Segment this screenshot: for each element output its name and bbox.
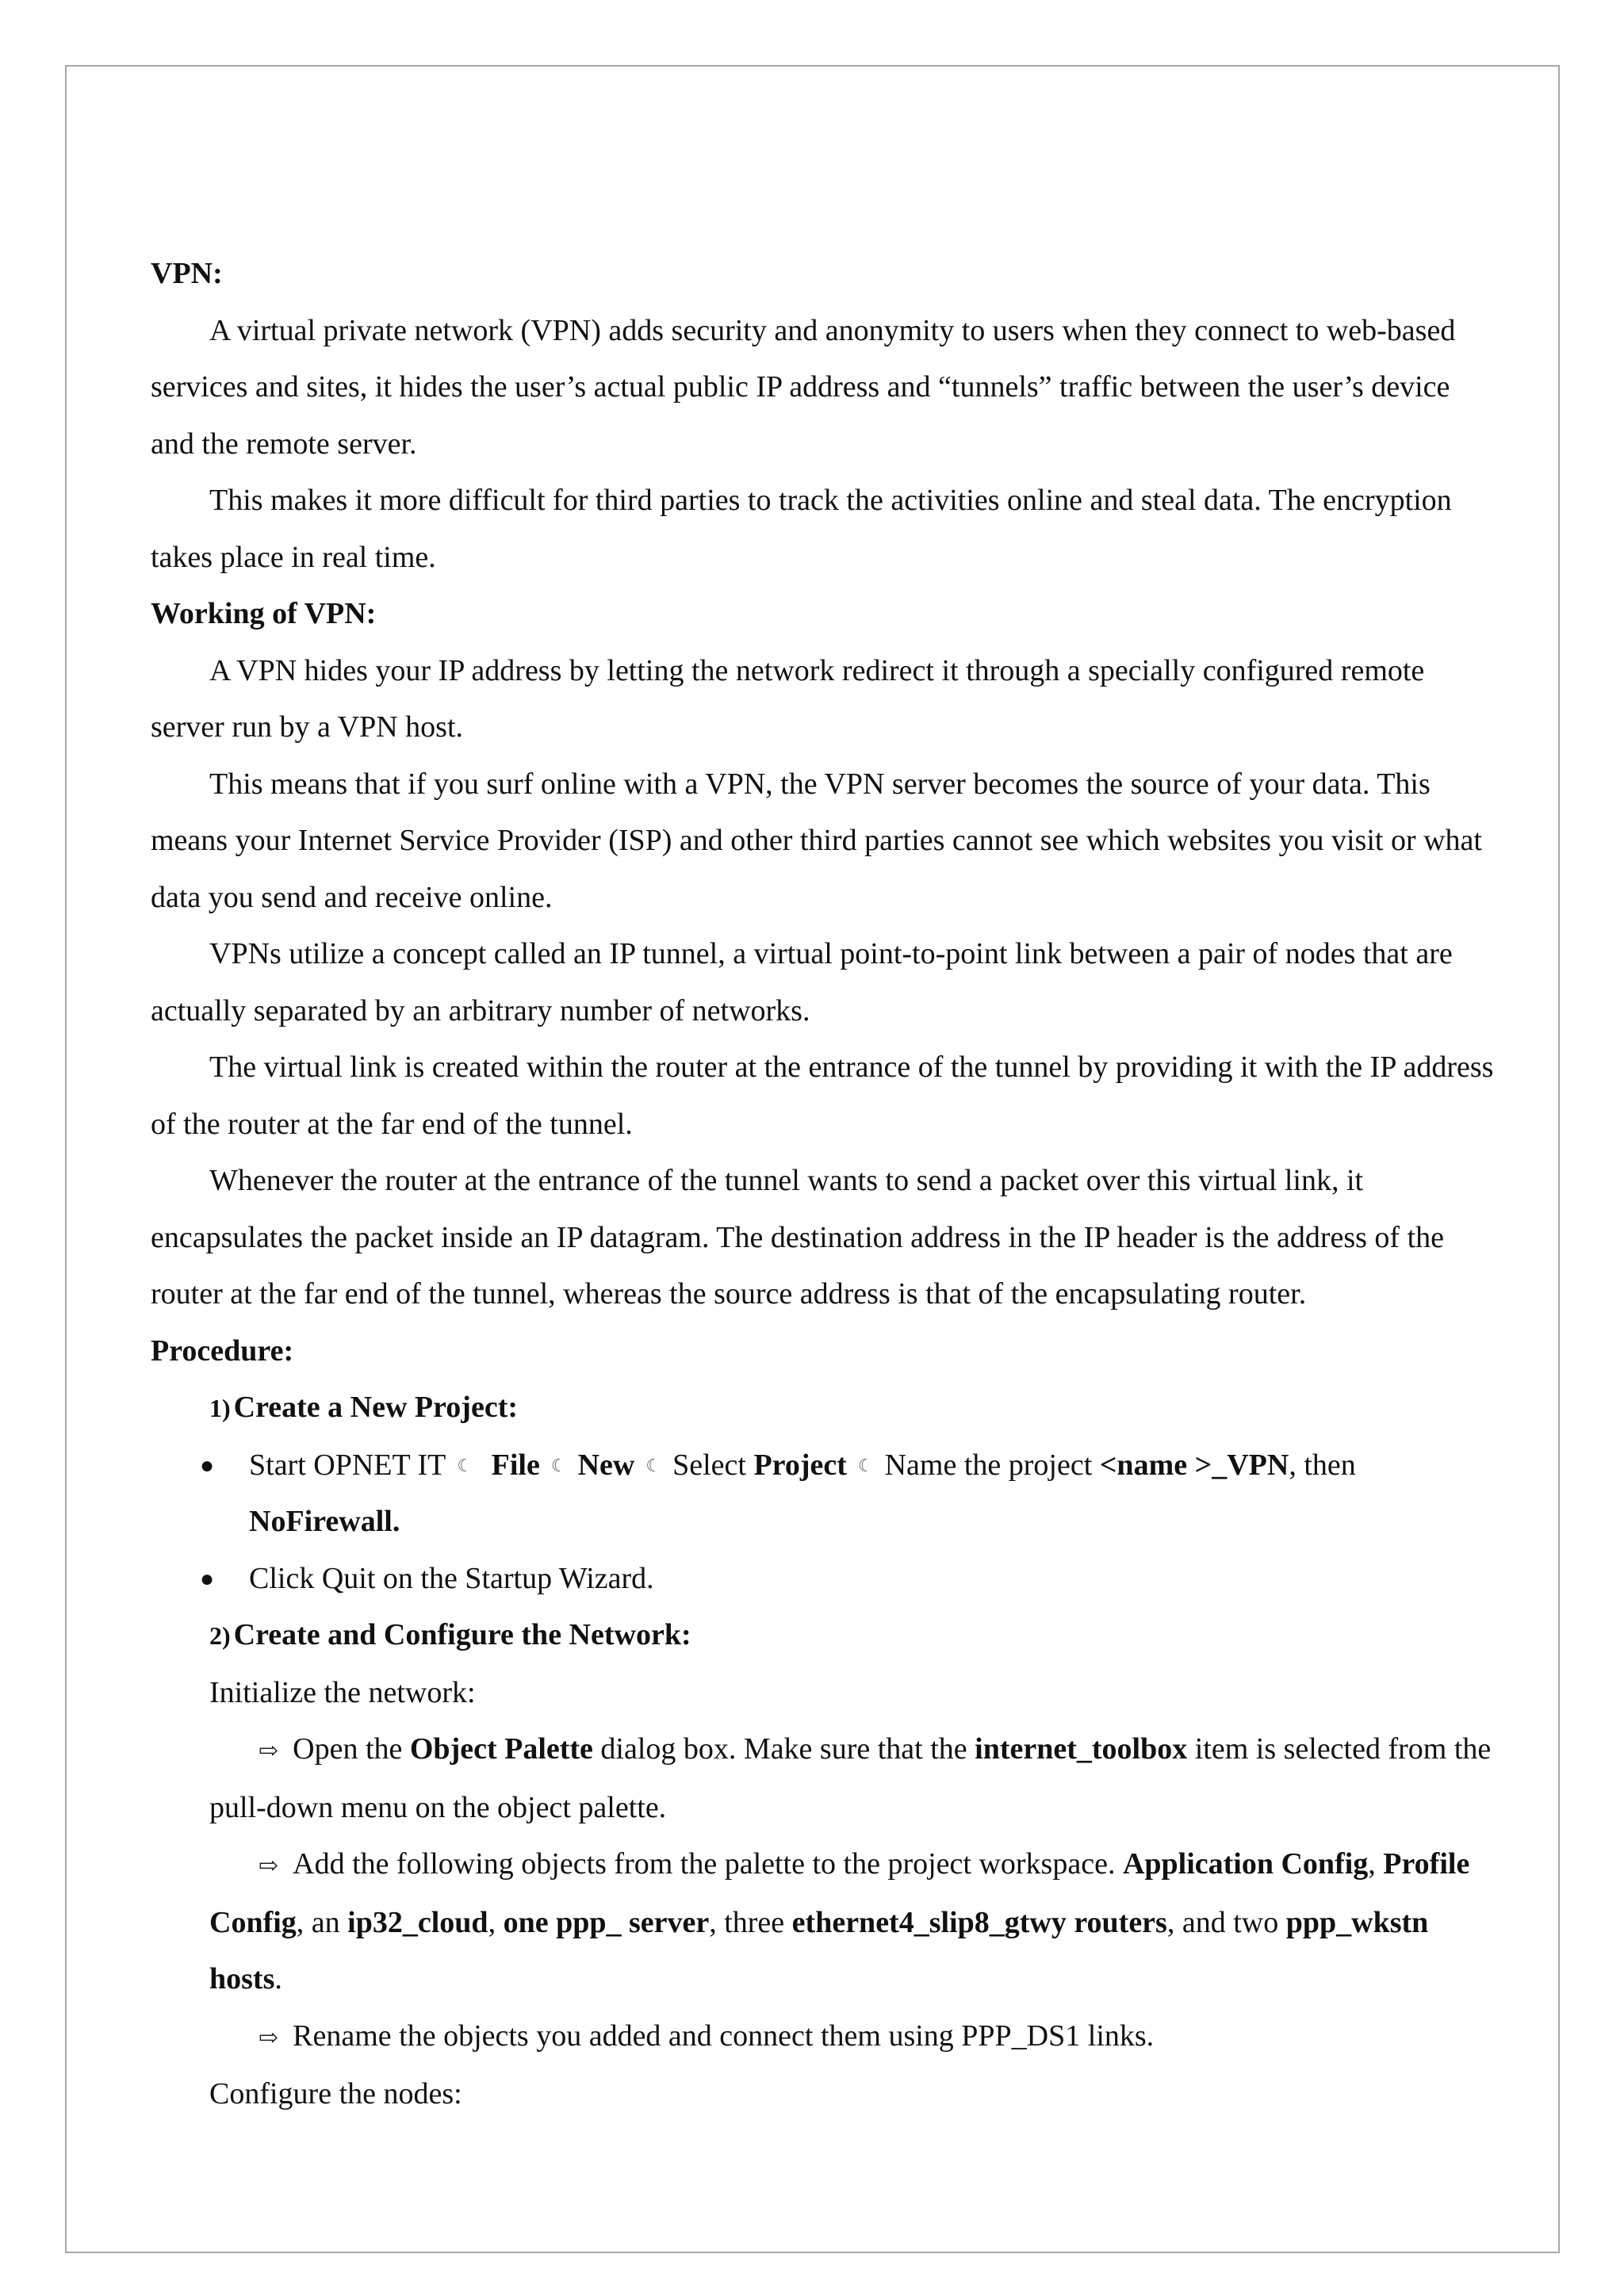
bullet-text: , then [1289, 1448, 1356, 1482]
scenario-name: NoFirewall. [249, 1505, 400, 1538]
document-body [151, 246, 1499, 2123]
heading-procedure: Procedure: [151, 1334, 294, 1368]
step-2-number: 2) [209, 1621, 231, 1650]
bullet-text: Start OPNET IT [249, 1448, 446, 1482]
object-palette-term: Object Palette [409, 1732, 593, 1766]
vpn-paragraph-1: A virtual private network (VPN) adds security and anonymity to users when they connect to web-based services and sites, it hides the user’s actual public IP address and “tunnels” traffic between the user’s device and the remote server. [151, 313, 1456, 461]
working-paragraph-5: Whenever the router at the entrance of the tunnel wants to send a packet over this virtual link, it encapsulates the packet inside an IP datagram. The destination address in the IP header is the address of the router at the far end of the tunnel, whereas the source address is that of the encapsulating router. [151, 1164, 1445, 1311]
menu-file: File [491, 1448, 540, 1482]
working-paragraph-3: VPNs utilize a concept called an IP tunnel, a virtual point-to-point link between a pair of nodes that are actually separated by an arbitrary number of networks. [151, 937, 1453, 1027]
step-2-item-3: ⇨ Rename the objects you added and connect them using PPP_DS1 links. [259, 2019, 1155, 2053]
heading-vpn: VPN: [151, 257, 223, 290]
step-1-title: Create a New Project: [233, 1391, 519, 1424]
bullet-dot-icon: ● [200, 1565, 215, 1592]
step-2-item-2: ⇨ Add the following objects from the palette to the project workspace. Application Config, Profile Config, an ip32_cloud, one ppp_ server, three ethernet4_slip8_gtwy routers, and two ppp_wkstn hosts. [209, 1847, 1470, 1996]
arrow-right-icon: ⇨ [259, 1853, 279, 1879]
bullet-text: Click Quit on the Startup Wizard. [249, 1561, 654, 1595]
arrow-right-icon: ⇨ [259, 2024, 279, 2051]
internet-toolbox-term: internet_toolbox [975, 1732, 1188, 1766]
bullet-text: Select [672, 1448, 746, 1482]
initialize-network-label: Initialize the network: [209, 1675, 476, 1709]
separator-icon: ☾ [457, 1455, 473, 1475]
menu-new: New [577, 1448, 635, 1482]
bullet-dot-icon: ● [200, 1452, 215, 1479]
working-paragraph-2: This means that if you surf online with a VPN, the VPN server becomes the source of your data. This means your Internet Service Provider (ISP) and other third parties cannot see which websites you visit or what data you send and receive online. [151, 767, 1482, 914]
step-1-number: 1) [209, 1394, 231, 1422]
separator-icon: ☾ [550, 1455, 567, 1475]
step-2-title: Create and Configure the Network: [233, 1618, 691, 1651]
heading-working-of-vpn: Working of VPN: [151, 597, 377, 630]
working-paragraph-1: A VPN hides your IP address by letting the network redirect it through a specially configured remote server run by a VPN host. [151, 653, 1425, 744]
configure-nodes-label: Configure the nodes: [209, 2077, 462, 2110]
arrow-right-icon: ⇨ [259, 1738, 279, 1764]
step-1-bullet-1 [151, 1437, 1499, 1551]
step-1-bullet-2 [151, 1551, 1499, 1608]
vpn-paragraph-2: This makes it more difficult for third parties to track the activities online and steal data. The encryption takes place in real time. [151, 484, 1452, 574]
step-1-heading [151, 1380, 1499, 1437]
step-2-heading [151, 1607, 1499, 1665]
separator-icon: ☾ [645, 1455, 662, 1475]
step-2-item-1: ⇨ Open the Object Palette dialog box. Make sure that the internet_toolbox item is selected from the pull-down menu on the object palette. [209, 1732, 1492, 1824]
menu-project: Project [753, 1448, 847, 1482]
separator-icon: ☾ [857, 1455, 874, 1475]
bullet-text: Name the project [884, 1448, 1093, 1482]
working-paragraph-4: The virtual link is created within the router at the entrance of the tunnel by providing it with the IP address of the router at the far end of the tunnel. [151, 1050, 1494, 1141]
project-name: <name >_VPN [1099, 1448, 1289, 1482]
